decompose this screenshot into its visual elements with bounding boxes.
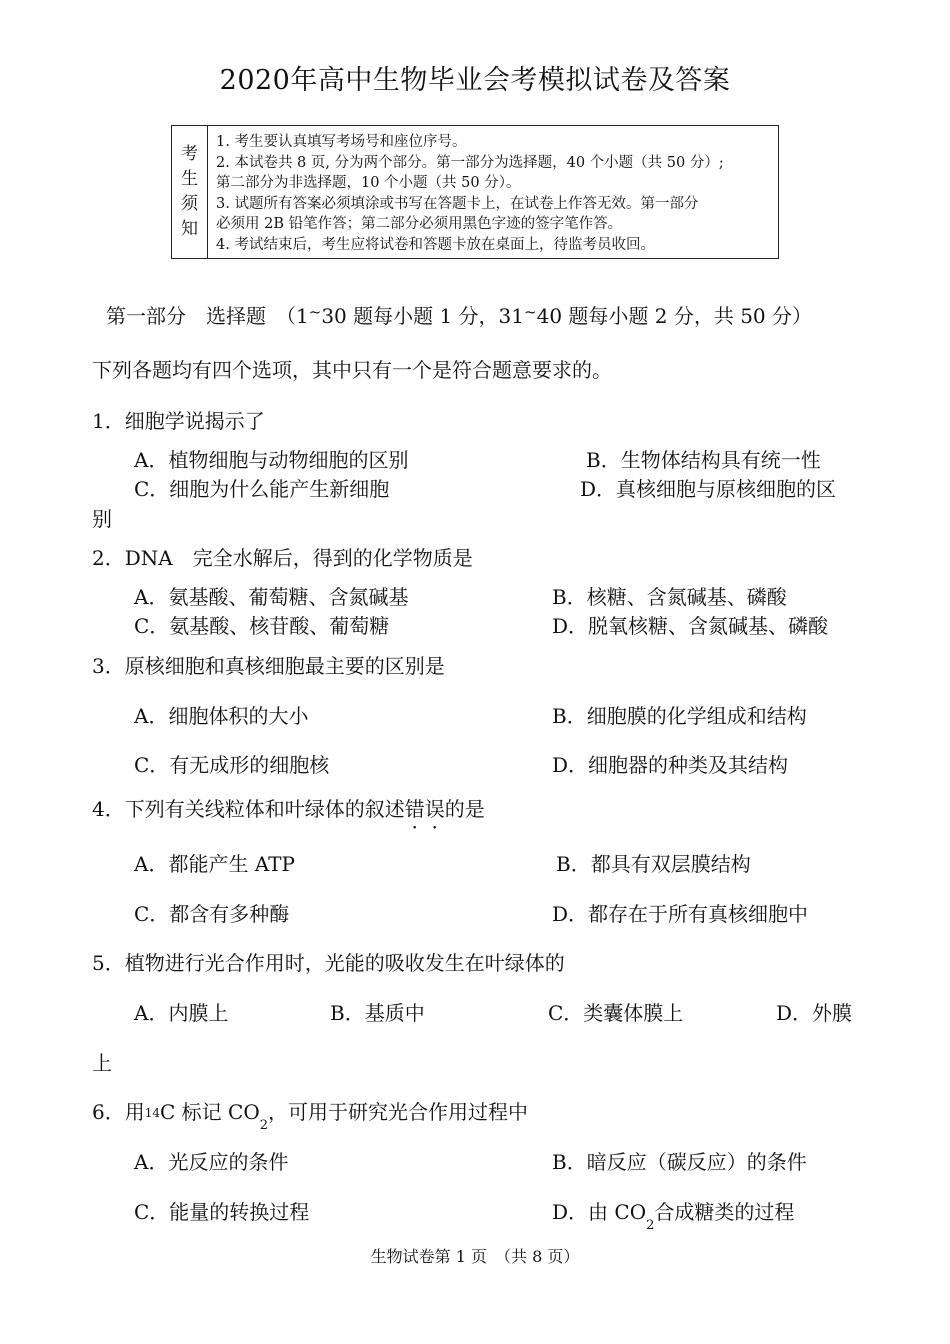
- question-5-option-d-wrap: 上: [92, 1051, 112, 1075]
- question-4-stem: 4．下列有关线粒体和叶绿体的叙述错误的是: [92, 797, 485, 821]
- notice-line: 2. 本试卷共 8 页, 分为两个部分。第一部分为选择题，40 个小题（共 50 分）;: [216, 154, 724, 171]
- question-5-option-a: A．内膜上: [134, 1001, 229, 1025]
- question-1-stem: 1．细胞学说揭示了: [92, 409, 265, 433]
- question-2-option-b: B．核糖、含氮碱基、磷酸: [552, 585, 787, 609]
- question-2-stem: 2．DNA 完全水解后，得到的化学物质是: [92, 546, 473, 570]
- notice-line: 第二部分为非选择题，10 个小题（共 50 分）。: [216, 175, 521, 192]
- question-2-option-d: D．脱氧核糖、含氮碱基、磷酸: [552, 614, 829, 638]
- question-3-option-c: C．有无成形的细胞核: [134, 753, 330, 777]
- question-1-option-b: B．生物体结构具有统一性: [586, 448, 821, 472]
- question-1-option-a: A．植物细胞与动物细胞的区别: [134, 448, 409, 472]
- question-6-option-c: C．能量的转换过程: [134, 1200, 310, 1224]
- question-2-option-a: A．氨基酸、葡萄糖、含氮碱基: [134, 585, 409, 609]
- notice-text: [216, 132, 774, 256]
- notice-line: 3. 试题所有答案必须填涂或书写在答题卡上，在试卷上作答无效。第一部分: [216, 195, 699, 212]
- question-3-option-d: D．细胞器的种类及其结构: [552, 753, 789, 777]
- emphasis-mark: 错: [404, 797, 425, 821]
- question-5-option-b: B．基质中: [330, 1001, 425, 1025]
- question-5-option-d: D．外膜: [776, 1001, 853, 1025]
- notice-label: [172, 126, 208, 258]
- question-1-option-c: C．细胞为什么能产生新细胞: [134, 477, 390, 501]
- question-4-option-d: D．都存在于所有真核细胞中: [552, 902, 809, 926]
- question-2-option-c: C．氨基酸、核苷酸、葡萄糖: [134, 614, 390, 638]
- section-instruction: 下列各题均有四个选项，其中只有一个是符合题意要求的。: [92, 358, 612, 382]
- notice-line: 1. 考生要认真填写考场号和座位序号。: [216, 134, 467, 150]
- question-4-option-b: B．都具有双层膜结构: [556, 852, 751, 876]
- notice-label-char: 须: [181, 194, 198, 214]
- notice-label-char: 考: [181, 144, 198, 164]
- emphasis-mark: 误: [424, 797, 445, 821]
- page-title: 2020年高中生物毕业会考模拟试卷及答案: [219, 65, 731, 96]
- notice-line: 必须用 2B 铅笔作答；第二部分必须用黑色字迹的签字笔作答。: [216, 216, 623, 233]
- question-6-option-b: B．暗反应（碳反应）的条件: [552, 1150, 807, 1174]
- question-3-option-b: B．细胞膜的化学组成和结构: [552, 704, 807, 728]
- question-3-option-a: A．细胞体积的大小: [134, 704, 309, 728]
- question-4-option-a: A．都能产生 ATP: [134, 852, 295, 876]
- question-6-option-d: D．由 $CO_2$合成糖类的过程: [552, 1200, 795, 1233]
- question-3-stem: 3．原核细胞和真核细胞最主要的区别是: [92, 654, 445, 678]
- notice-line: 4. 考试结束后，考生应将试卷和答题卡放在桌面上，待监考员收回。: [216, 236, 655, 253]
- question-1-option-d-wrap: 别: [92, 507, 112, 531]
- notice-label-char: 知: [181, 219, 198, 239]
- question-5-option-c: C．类囊体膜上: [548, 1001, 684, 1025]
- page-footer: 生物试卷第 1 页 （共 8 页）: [370, 1247, 580, 1266]
- question-6-option-a: A．光反应的条件: [134, 1150, 289, 1174]
- question-1-option-d: D．真核细胞与原核细胞的区: [580, 477, 837, 501]
- question-6-stem: 6．用14C 标记 $CO_2$，可用于研究光合作用过程中: [92, 1100, 529, 1133]
- question-5-stem: 5．植物进行光合作用时，光能的吸收发生在叶绿体的: [92, 951, 565, 975]
- exam-notice-box: [171, 125, 779, 259]
- notice-label-char: 生: [181, 169, 198, 189]
- question-4-option-c: C．都含有多种酶: [134, 902, 290, 926]
- section-heading: 第一部分 选择题 （1~30 题每小题 1 分，31~40 题每小题 2 分，共 50 分）: [106, 303, 813, 328]
